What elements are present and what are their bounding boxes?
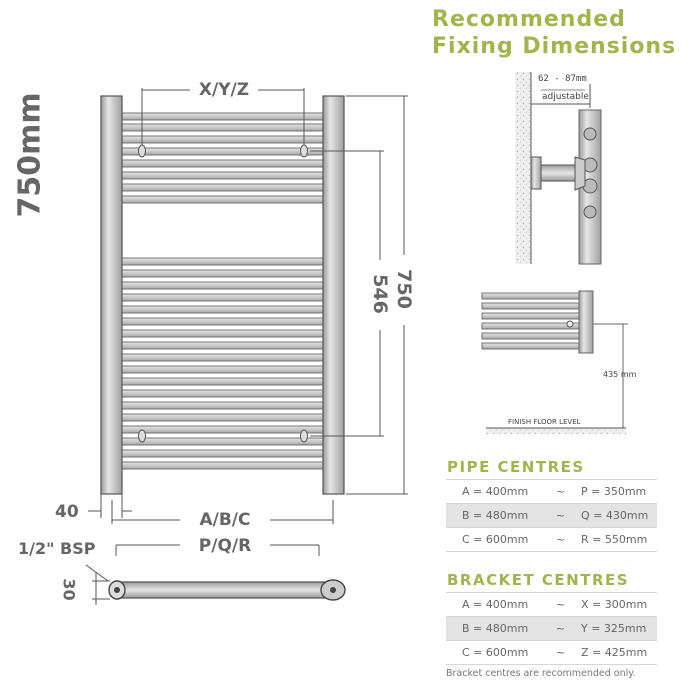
towel-bar	[122, 282, 323, 289]
floor-label: FINISH FLOOR LEVEL	[508, 418, 581, 426]
table-cell: R = 550mm	[573, 528, 657, 552]
towel-bar	[122, 172, 323, 179]
table-cell: ~	[548, 480, 573, 504]
towel-bar	[122, 318, 323, 325]
towel-bar	[482, 323, 579, 329]
towel-bar	[122, 354, 323, 361]
height-label: 750mm	[12, 92, 48, 218]
table-cell: ~	[548, 528, 573, 552]
offset-label: 40	[55, 502, 79, 522]
fixing-detail-height	[482, 291, 628, 434]
bracket-note: Bracket centres are recommended only.	[446, 668, 636, 679]
table-cell: A = 400mm	[446, 480, 548, 504]
table-row	[446, 641, 657, 665]
towel-bar	[122, 438, 323, 445]
heading-line2: Fixing Dimensions	[432, 34, 677, 59]
plan-view	[109, 580, 345, 600]
pipe-height-label: 546	[369, 274, 391, 314]
towel-bar	[122, 184, 323, 191]
floor-height-label: 435 mm	[603, 370, 637, 379]
pipe-centres-title: PIPE CENTRES	[447, 458, 585, 476]
width-label-top: A/B/C	[199, 510, 251, 530]
towel-bar	[122, 342, 323, 349]
towel-bar	[122, 124, 323, 131]
table-row	[446, 528, 657, 552]
width-label-bottom: P/Q/R	[198, 536, 252, 556]
xyz-label: X/Y/Z	[198, 80, 250, 100]
towel-bar	[122, 378, 323, 385]
table-row	[446, 480, 657, 504]
table-cell: Z = 425mm	[573, 641, 657, 665]
depth-dimension	[86, 565, 110, 605]
table-row	[446, 617, 657, 641]
heading-line1: Recommended	[432, 7, 626, 32]
towel-bar	[482, 303, 579, 309]
table-cell: A = 400mm	[446, 593, 548, 617]
towel-bar	[122, 113, 323, 120]
overall-height-label: 750	[393, 269, 415, 309]
bsp-label: 1/2" BSP	[18, 539, 96, 558]
bracket-centres-table	[446, 592, 657, 665]
towel-bar	[122, 148, 323, 155]
towel-bars	[122, 113, 323, 469]
table-cell: B = 480mm	[446, 617, 548, 641]
towel-bar	[482, 293, 579, 299]
towel-bar	[122, 270, 323, 277]
towel-bar	[122, 366, 323, 373]
towel-bar	[122, 136, 323, 143]
towel-bar	[482, 313, 579, 319]
pipe-centres-table	[446, 479, 657, 552]
table-cell: X = 300mm	[573, 593, 657, 617]
towel-bar	[122, 414, 323, 421]
towel-bar	[122, 330, 323, 337]
table-cell: ~	[548, 617, 573, 641]
towel-bar	[122, 258, 323, 265]
table-cell: ~	[548, 593, 573, 617]
table-cell: C = 600mm	[446, 641, 548, 665]
towel-bar	[482, 343, 579, 349]
adjustable-label: adjustable	[542, 92, 589, 102]
towel-bar	[482, 333, 579, 339]
table-cell: ~	[548, 504, 573, 528]
table-cell: Y = 325mm	[573, 617, 657, 641]
towel-bar	[122, 426, 323, 433]
detail-bars	[482, 293, 579, 349]
table-cell: P = 350mm	[573, 480, 657, 504]
towel-bar	[122, 294, 323, 301]
towel-bar	[122, 402, 323, 409]
table-cell: C = 600mm	[446, 528, 548, 552]
towel-bar	[122, 450, 323, 457]
range-label: 62 - 87mm	[538, 74, 587, 84]
left-rail	[101, 96, 122, 494]
depth-label: 30	[59, 578, 79, 601]
table-cell: Q = 430mm	[573, 504, 657, 528]
table-row	[446, 504, 657, 528]
towel-bar	[122, 306, 323, 313]
towel-bar	[122, 196, 323, 203]
table-row	[446, 593, 657, 617]
towel-bar	[122, 462, 323, 469]
offset-dimension	[88, 494, 132, 518]
right-rail	[323, 96, 344, 494]
towel-bar	[122, 390, 323, 397]
towel-bar	[122, 160, 323, 167]
table-cell: B = 480mm	[446, 504, 548, 528]
table-cell: ~	[548, 641, 573, 665]
bracket-centres-title: BRACKET CENTRES	[447, 571, 630, 589]
